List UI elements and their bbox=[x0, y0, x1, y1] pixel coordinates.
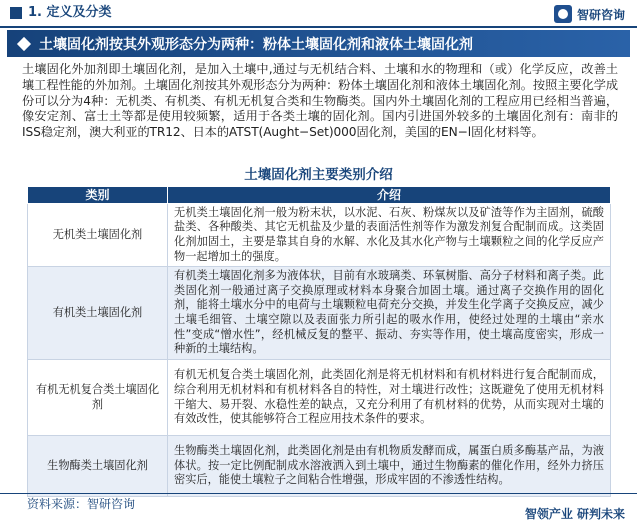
row-category: 有机类土壤固化剂 bbox=[28, 267, 168, 360]
footer-divider bbox=[0, 493, 637, 494]
section-title: 1. 定义及分类 bbox=[28, 5, 112, 20]
header-category: 类别 bbox=[28, 187, 168, 204]
top-bar bbox=[0, 0, 637, 27]
table-row bbox=[28, 436, 611, 497]
top-divider bbox=[0, 26, 637, 28]
footer-slogan: 智领产业 研判未来 bbox=[524, 507, 625, 521]
row-description: 有机无机复合类土壤固化剂，此类固化剂是将无机材料和有机材料进行复合配制而成，综合利用无机材料和有机材料各自的特性，对土壤进行改性；这既避免了使用无机材料干缩大、易开裂、水稳性差的缺点，又充分利用了有机材料的优势，从而实现对土壤的有效改性，使其能够符合工程应用技术条件的要求。 bbox=[168, 360, 611, 436]
row-category: 生物酶类土壤固化剂 bbox=[28, 436, 168, 497]
table-title: 土壤固化剂主要类别介绍 bbox=[244, 167, 393, 183]
brand-name: 智研咨询 bbox=[576, 7, 625, 22]
category-table bbox=[27, 186, 611, 497]
source-note: 资料来源：智研咨询 bbox=[27, 497, 136, 511]
table-header-row bbox=[28, 187, 611, 204]
zhiyan-logo-icon bbox=[554, 5, 572, 23]
heading-title: 土壤固化剂按其外观形态分为两种：粉体土壤固化剂和液体土壤固化剂 bbox=[39, 36, 473, 53]
table-row bbox=[28, 360, 611, 436]
intro-paragraph: 土壤固化外加剂即土壤固化剂，是加入土壤中,通过与无机结合料、土壤和水的物理和（或）化学反应，改善土壤工程性能的外加剂。土壤固化剂按其外观形态分为两种：粉体土壤固化剂和液体土壤固化剂。按照主要化学成份可以分为4种：无机类、有机类、有机无机复合类和生物酶类。国内外土壤固化剂的工程应用已经相当普遍，像安定剂、富士土等都是使用较频繁，适用于各类土壤的固化剂。国内引进国外较多的土壤固化剂有：南非的ISS稳定剂，澳大利亚的TR12、日本的ATST(Aught−Set)000固化剂，美国的EN−l固化材料等。 bbox=[22, 62, 618, 140]
table-row bbox=[28, 204, 611, 267]
row-description: 无机类土壤固化剂一般为粉末状，以水泥、石灰、粉煤灰以及矿渣等作为主固剂，硫酸盐类、各种酸类、其它无机盐及少量的表面活性剂等作为激发剂复合配制而成。这类固化剂加固土，主要是靠其自身的水解、水化及其水化产物与土壤颗粒之间的化学反应产物一起增加土的强度。 bbox=[168, 204, 611, 267]
row-description: 生物酶类土壤固化剂，此类固化剂是由有机物质发酵而成，属蛋白质多酶基产品，为液体状。按一定比例配制成水溶液洒入到土壤中，通过生物酶素的催化作用，经外力挤压密实后，能使土壤粒子之间粘合性增强，形成牢固的不渗透性结构。 bbox=[168, 436, 611, 497]
section-marker-icon bbox=[10, 7, 22, 19]
header-description: 介绍 bbox=[168, 187, 611, 204]
heading-banner bbox=[7, 30, 630, 57]
diamond-bullet-icon bbox=[17, 36, 31, 50]
row-category: 无机类土壤固化剂 bbox=[28, 204, 168, 267]
row-category: 有机无机复合类土壤固化剂 bbox=[28, 360, 168, 436]
row-description: 有机类土壤固化剂多为液体状，目前有水玻璃类、环氧树脂、高分子材料和离子类。此类固化剂一般通过离子交换原理或材料本身聚合加固土壤。通过离子交换作用的固化剂，能将土壤水分中的电荷与土壤颗粒电荷充分交换，并发生化学离子交换反应，减少土壤毛细管、土壤空隙以及表面张力所引起的吸水作用，使经过处理的土壤由“亲水性”变成“憎水性”，经机械反复的整平、振动、夯实等作用，使土壤高度密实，形成一种新的土壤结构。 bbox=[168, 267, 611, 360]
table-row bbox=[28, 267, 611, 360]
brand bbox=[554, 4, 625, 24]
